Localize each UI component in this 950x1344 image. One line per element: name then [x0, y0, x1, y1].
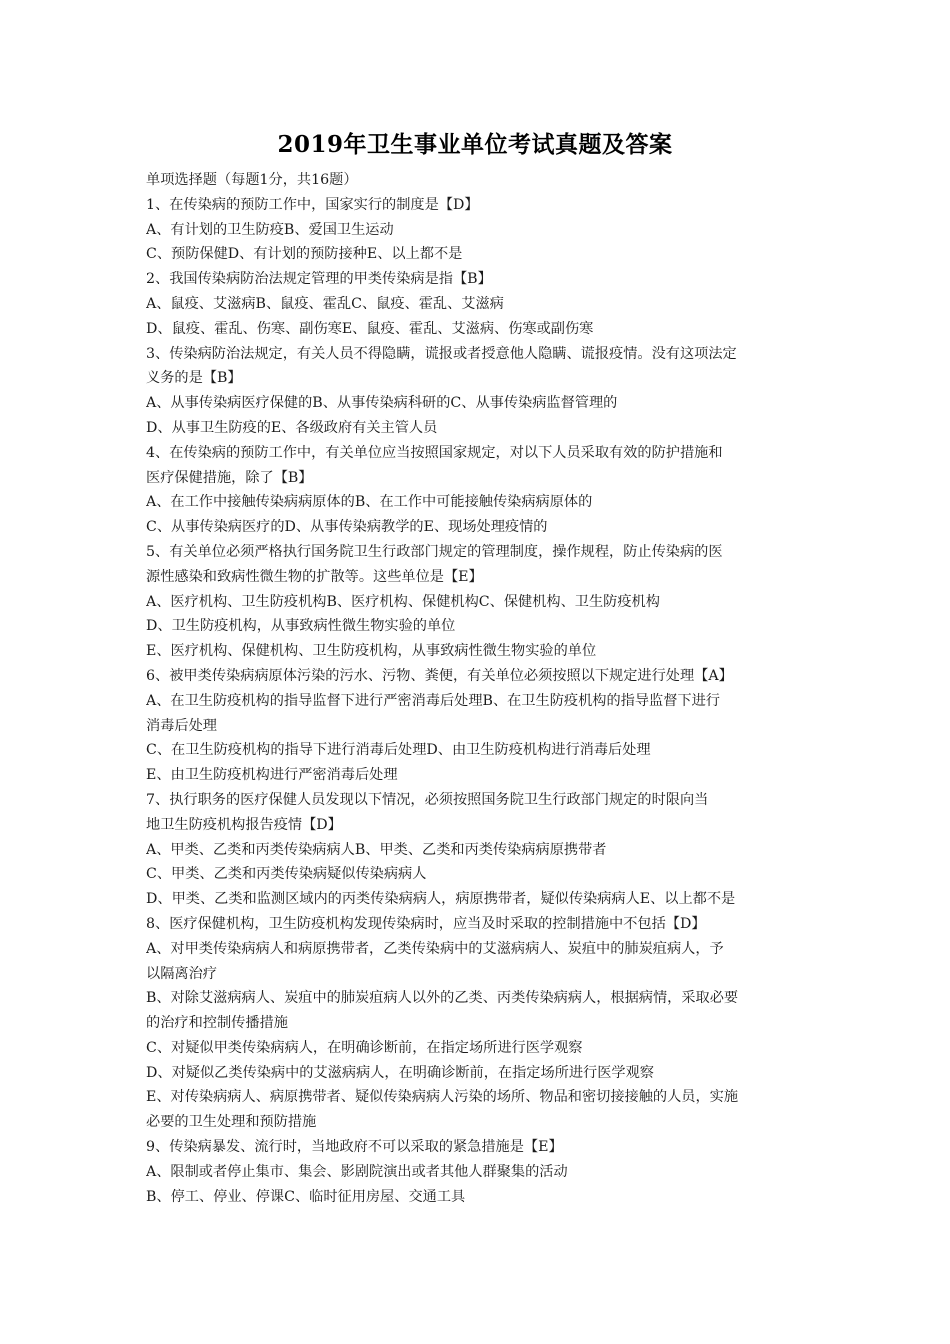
question-8-option-d: D、对疑似乙类传染病中的艾滋病病人，在明确诊断前，在指定场所进行医学观察 [146, 1064, 654, 1081]
question-1: 1、在传染病的预防工作中，国家实行的制度是【D】 [146, 196, 479, 213]
question-2: 2、我国传染病防治法规定管理的甲类传染病是指【B】 [146, 271, 492, 288]
question-3-options-a-c: A、从事传染病医疗保健的B、从事传染病科研的C、从事传染病监督管理的 [146, 395, 618, 412]
question-8-option-a-continued: 以隔离治疗 [146, 965, 217, 982]
question-5: 5、有关单位必须严格执行国务院卫生行政部门规定的管理制度，操作规程，防止传染病的医 [146, 543, 723, 560]
question-3: 3、传染病防治法规定，有关人员不得隐瞒，谎报或者授意他人隐瞒、谎报疫情。没有这项法定 [146, 345, 737, 362]
question-6-option-e: E、由卫生防疫机构进行严密消毒后处理 [146, 767, 398, 784]
question-6-options-c-d: C、在卫生防疫机构的指导下进行消毒后处理D、由卫生防疫机构进行消毒后处理 [146, 742, 651, 759]
question-8: 8、医疗保健机构，卫生防疫机构发现传染病时，应当及时采取的控制措施中不包括【D】 [146, 915, 706, 932]
question-4-continued: 医疗保健措施，除了【B】 [146, 469, 313, 486]
question-7: 7、执行职务的医疗保健人员发现以下情况，必须按照国务院卫生行政部门规定的时限向当 [146, 791, 709, 808]
question-8-option-b: B、对除艾滋病病人、炭疽中的肺炭疽病人以外的乙类、丙类传染病病人，根据病情，采取必要 [146, 990, 739, 1007]
document-title: 2019年卫生事业单位考试真题及答案 [277, 131, 673, 158]
question-7-option-c: C、甲类、乙类和丙类传染病疑似传染病病人 [146, 866, 427, 883]
question-7-options-a-b: A、甲类、乙类和丙类传染病病人B、甲类、乙类和丙类传染病病原携带者 [146, 841, 607, 858]
question-2-options-d-e: D、鼠疫、霍乱、伤寒、副伤寒E、鼠疫、霍乱、艾滋病、伤寒或副伤寒 [146, 320, 594, 337]
question-3-options-d-e: D、从事卫生防疫的E、各级政府有关主管人员 [146, 419, 438, 436]
question-9-options-b-c: B、停工、停业、停课C、临时征用房屋、交通工具 [146, 1188, 466, 1205]
question-4: 4、在传染病的预防工作中，有关单位应当按照国家规定，对以下人员采取有效的防护措施和 [146, 444, 723, 461]
question-1-options-c-e: C、预防保健D、有计划的预防接种E、以上都不是 [146, 246, 463, 263]
question-6-options-continued: 消毒后处理 [146, 717, 217, 734]
question-7-continued: 地卫生防疫机构报告疫情【D】 [146, 816, 342, 833]
question-4-options-c-e: C、从事传染病医疗的D、从事传染病教学的E、现场处理疫情的 [146, 519, 548, 536]
question-2-options-a-c: A、鼠疫、艾滋病B、鼠疫、霍乱C、鼠疫、霍乱、艾滋病 [146, 295, 504, 312]
document-body [146, 168, 812, 1209]
question-6-options-a-b: A、在卫生防疫机构的指导监督下进行严密消毒后处理B、在卫生防疫机构的指导监督下进行 [146, 692, 720, 709]
question-8-option-e: E、对传染病病人、病原携带者、疑似传染病病人污染的场所、物品和密切接接触的人员，实施 [146, 1089, 739, 1106]
question-4-options-a-b: A、在工作中接触传染病病原体的B、在工作中可能接触传染病病原体的 [146, 494, 593, 511]
question-7-options-d-e: D、甲类、乙类和监测区域内的丙类传染病病人，病原携带者，疑似传染病病人E、以上都不是 [146, 891, 736, 908]
question-5-options-a-c: A、医疗机构、卫生防疫机构B、医疗机构、保健机构C、保健机构、卫生防疫机构 [146, 593, 660, 610]
question-8-option-b-continued: 的治疗和控制传播措施 [146, 1015, 288, 1032]
question-5-option-e: E、医疗机构、保健机构、卫生防疫机构，从事致病性微生物实验的单位 [146, 643, 597, 660]
question-5-continued: 源性感染和致病性微生物的扩散等。这些单位是【E】 [146, 568, 483, 585]
section-heading: 单项选择题（每题1分，共16题） [146, 172, 358, 188]
question-9: 9、传染病暴发、流行时，当地政府不可以采取的紧急措施是【E】 [146, 1139, 563, 1156]
question-1-options-a-b: A、有计划的卫生防疫B、爱国卫生运动 [146, 221, 394, 238]
question-5-option-d: D、卫生防疫机构，从事致病性微生物实验的单位 [146, 618, 456, 635]
question-3-continued: 义务的是【B】 [146, 370, 242, 387]
question-6: 6、被甲类传染病病原体污染的污水、污物、粪便，有关单位必须按照以下规定进行处理【A】 [146, 667, 733, 684]
question-9-option-a: A、限制或者停止集市、集会、影剧院演出或者其他人群聚集的活动 [146, 1163, 568, 1180]
question-8-option-a: A、对甲类传染病病人和病原携带者，乙类传染病中的艾滋病病人、炭疽中的肺炭疽病人，予 [146, 940, 724, 957]
question-8-option-e-continued: 必要的卫生处理和预防措施 [146, 1114, 317, 1131]
question-8-option-c: C、对疑似甲类传染病病人，在明确诊断前，在指定场所进行医学观察 [146, 1039, 583, 1056]
